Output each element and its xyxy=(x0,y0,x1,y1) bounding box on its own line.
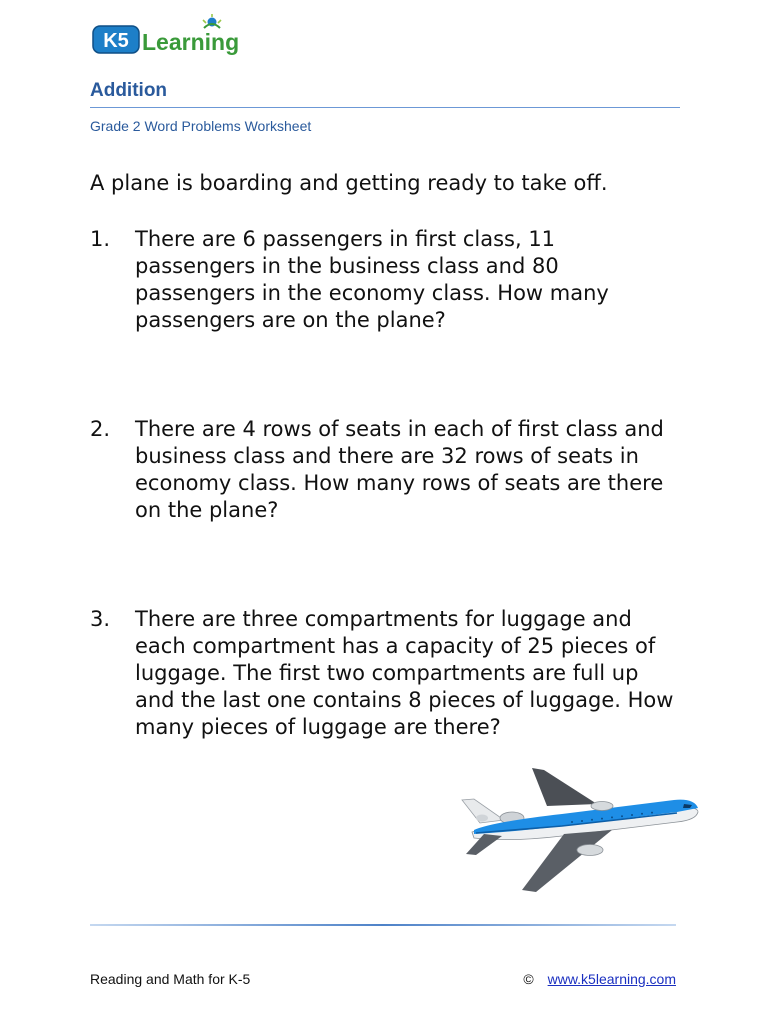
k5-learning-logo xyxy=(90,14,260,60)
copyright-symbol: © xyxy=(523,971,534,987)
intro-text: A plane is boarding and getting ready to take off. xyxy=(90,171,608,195)
problem-number: 3. xyxy=(90,607,111,631)
airplane-illustration xyxy=(452,766,702,896)
footer-credit xyxy=(523,971,676,987)
problem-text: There are three compartments for luggage and each compartment has a capacity of 25 pieces of luggage. The first two compartments are full up and the last one contains 8 pieces of luggage. How many pieces of luggage are there? xyxy=(135,607,674,739)
website-link[interactable]: www.k5learning.com xyxy=(547,971,676,987)
footer-tagline: Reading and Math for K-5 xyxy=(90,971,251,987)
page-title: Addition xyxy=(90,80,168,101)
logo-graphic xyxy=(90,14,260,60)
page-subtitle: Grade 2 Word Problems Worksheet xyxy=(90,118,312,134)
problem-text: There are 4 rows of seats in each of first class and business class and there are 32 rows of seats in economy class. How many rows of seats are there on the plane? xyxy=(135,417,664,522)
svg-text:Learning: Learning xyxy=(142,29,240,55)
problem-number: 1. xyxy=(90,227,111,251)
footer-divider xyxy=(90,924,676,926)
airplane-icon xyxy=(452,766,702,896)
problem-text: There are 6 passengers in first class, 11 passengers in the business class and 80 passengers in the economy class. How many passengers are on the plane? xyxy=(135,227,609,332)
problem-number: 2. xyxy=(90,417,111,441)
header-divider xyxy=(90,107,680,108)
svg-text:K5: K5 xyxy=(103,30,129,52)
